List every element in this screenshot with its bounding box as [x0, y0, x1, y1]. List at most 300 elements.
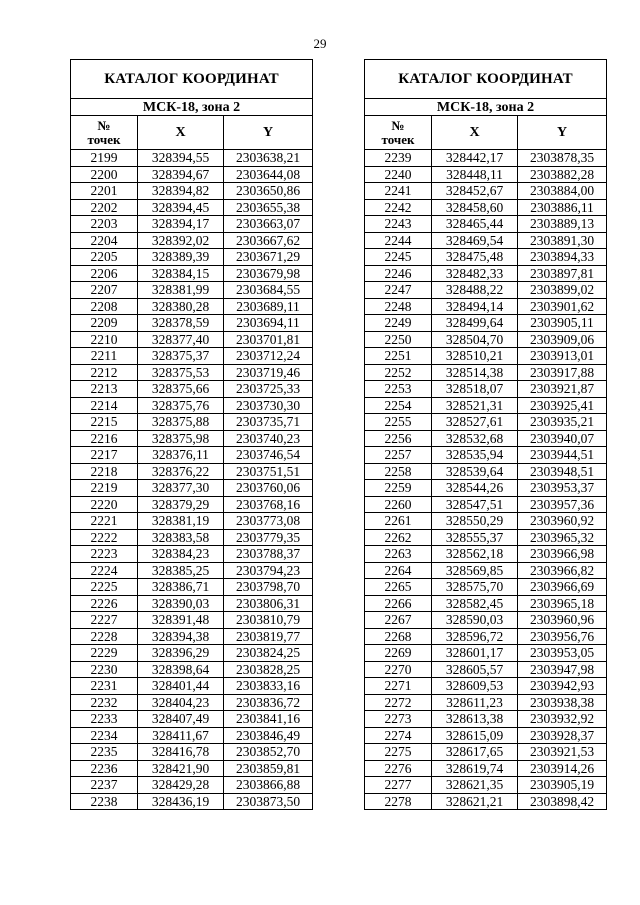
table-row	[71, 595, 313, 612]
point-number-cell: 2219	[71, 480, 138, 497]
point-number-cell: 2268	[365, 628, 432, 645]
y-coordinate-cell: 2303909,06	[518, 331, 607, 348]
point-number-cell: 2255	[365, 414, 432, 431]
table-row	[71, 777, 313, 794]
x-coordinate-cell: 328590,03	[432, 612, 518, 629]
x-coordinate-cell: 328582,45	[432, 595, 518, 612]
y-coordinate-cell: 2303873,50	[224, 793, 313, 810]
table-row	[365, 711, 607, 728]
table-row	[71, 183, 313, 200]
catalog-body-right	[365, 150, 607, 810]
y-coordinate-cell: 2303960,92	[518, 513, 607, 530]
y-coordinate-cell: 2303921,87	[518, 381, 607, 398]
y-coordinate-cell: 2303905,19	[518, 777, 607, 794]
table-row	[365, 364, 607, 381]
y-coordinate-cell: 2303644,08	[224, 166, 313, 183]
point-number-cell: 2262	[365, 529, 432, 546]
table-row	[71, 414, 313, 431]
table-row	[71, 348, 313, 365]
point-number-cell: 2274	[365, 727, 432, 744]
table-row	[71, 496, 313, 513]
table-row	[365, 595, 607, 612]
x-coordinate-cell: 328421,90	[138, 760, 224, 777]
y-coordinate-cell: 2303650,86	[224, 183, 313, 200]
point-number-cell: 2277	[365, 777, 432, 794]
table-row	[365, 645, 607, 662]
table-row	[365, 562, 607, 579]
table-row	[71, 529, 313, 546]
table-row	[365, 397, 607, 414]
y-coordinate-cell: 2303932,92	[518, 711, 607, 728]
table-row	[71, 381, 313, 398]
table-row	[365, 694, 607, 711]
y-coordinate-cell: 2303928,37	[518, 727, 607, 744]
table-row	[71, 265, 313, 282]
y-coordinate-cell: 2303965,32	[518, 529, 607, 546]
coordinate-catalog-right	[364, 59, 607, 810]
point-number-cell: 2234	[71, 727, 138, 744]
y-coordinate-cell: 2303905,11	[518, 315, 607, 332]
x-coordinate-cell: 328391,48	[138, 612, 224, 629]
y-coordinate-cell: 2303921,53	[518, 744, 607, 761]
x-coordinate-cell: 328396,29	[138, 645, 224, 662]
table-row	[365, 414, 607, 431]
y-coordinate-cell: 2303684,55	[224, 282, 313, 299]
point-number-cell: 2230	[71, 661, 138, 678]
point-number-cell: 2199	[71, 150, 138, 167]
table-row	[365, 496, 607, 513]
y-coordinate-cell: 2303901,62	[518, 298, 607, 315]
x-coordinate-cell: 328611,23	[432, 694, 518, 711]
table-row	[365, 513, 607, 530]
y-coordinate-cell: 2303886,11	[518, 199, 607, 216]
point-number-cell: 2221	[71, 513, 138, 530]
point-number-cell: 2265	[365, 579, 432, 596]
x-coordinate-cell: 328601,17	[432, 645, 518, 662]
x-coordinate-cell: 328398,64	[138, 661, 224, 678]
y-coordinate-cell: 2303914,26	[518, 760, 607, 777]
point-number-cell: 2258	[365, 463, 432, 480]
y-coordinate-cell: 2303667,62	[224, 232, 313, 249]
point-number-cell: 2206	[71, 265, 138, 282]
y-coordinate-cell: 2303878,35	[518, 150, 607, 167]
catalog-title: КАТАЛОГ КООРДИНАТ	[71, 60, 313, 99]
y-coordinate-cell: 2303655,38	[224, 199, 313, 216]
point-number-cell: 2259	[365, 480, 432, 497]
x-coordinate-cell: 328615,09	[432, 727, 518, 744]
y-coordinate-cell: 2303852,70	[224, 744, 313, 761]
table-row	[71, 298, 313, 315]
table-row	[365, 381, 607, 398]
table-row	[71, 628, 313, 645]
x-coordinate-cell: 328547,51	[432, 496, 518, 513]
table-row	[365, 232, 607, 249]
table-row	[71, 150, 313, 167]
point-number-cell: 2217	[71, 447, 138, 464]
table-row	[71, 232, 313, 249]
x-coordinate-cell: 328375,88	[138, 414, 224, 431]
point-number-cell: 2227	[71, 612, 138, 629]
column-header-points: точек	[381, 131, 415, 147]
x-coordinate-cell: 328401,44	[138, 678, 224, 695]
x-coordinate-cell: 328376,11	[138, 447, 224, 464]
table-row	[71, 249, 313, 266]
coordinate-system-label: МСК-18, зона 2	[365, 99, 607, 116]
y-coordinate-cell: 2303828,25	[224, 661, 313, 678]
point-number-cell: 2204	[71, 232, 138, 249]
coordinate-catalog-left	[70, 59, 313, 810]
table-row	[365, 793, 607, 810]
y-coordinate-cell: 2303779,35	[224, 529, 313, 546]
y-coordinate-cell: 2303938,38	[518, 694, 607, 711]
x-coordinate-cell: 328510,21	[432, 348, 518, 365]
y-coordinate-cell: 2303841,16	[224, 711, 313, 728]
table-row	[365, 348, 607, 365]
table-row	[71, 480, 313, 497]
point-number-cell: 2225	[71, 579, 138, 596]
table-row	[71, 793, 313, 810]
table-row	[365, 183, 607, 200]
point-number-cell: 2200	[71, 166, 138, 183]
y-coordinate-cell: 2303859,81	[224, 760, 313, 777]
x-coordinate-cell: 328448,11	[432, 166, 518, 183]
y-coordinate-cell: 2303746,54	[224, 447, 313, 464]
point-number-cell: 2249	[365, 315, 432, 332]
table-row	[365, 480, 607, 497]
x-coordinate-cell: 328521,31	[432, 397, 518, 414]
table-row	[365, 331, 607, 348]
x-coordinate-cell: 328482,33	[432, 265, 518, 282]
point-number-cell: 2238	[71, 793, 138, 810]
y-coordinate-cell: 2303965,18	[518, 595, 607, 612]
point-number-cell: 2223	[71, 546, 138, 563]
point-number-cell: 2243	[365, 216, 432, 233]
point-number-cell: 2267	[365, 612, 432, 629]
column-header-x: X	[432, 116, 518, 150]
y-coordinate-cell: 2303712,24	[224, 348, 313, 365]
y-coordinate-cell: 2303689,11	[224, 298, 313, 315]
point-number-cell: 2208	[71, 298, 138, 315]
table-row	[365, 678, 607, 695]
y-coordinate-cell: 2303884,00	[518, 183, 607, 200]
x-coordinate-cell: 328619,74	[432, 760, 518, 777]
y-coordinate-cell: 2303898,42	[518, 793, 607, 810]
x-coordinate-cell: 328375,53	[138, 364, 224, 381]
page-number: 29	[313, 36, 327, 51]
table-row	[71, 711, 313, 728]
x-coordinate-cell: 328375,98	[138, 430, 224, 447]
y-coordinate-cell: 2303897,81	[518, 265, 607, 282]
y-coordinate-cell: 2303671,29	[224, 249, 313, 266]
x-coordinate-cell: 328475,48	[432, 249, 518, 266]
point-number-cell: 2247	[365, 282, 432, 299]
y-coordinate-cell: 2303701,81	[224, 331, 313, 348]
y-coordinate-cell: 2303638,21	[224, 150, 313, 167]
y-coordinate-cell: 2303824,25	[224, 645, 313, 662]
x-coordinate-cell: 328562,18	[432, 546, 518, 563]
x-coordinate-cell: 328569,85	[432, 562, 518, 579]
y-coordinate-cell: 2303719,46	[224, 364, 313, 381]
point-number-cell: 2261	[365, 513, 432, 530]
column-header-point-number	[71, 116, 138, 150]
x-coordinate-cell: 328550,29	[432, 513, 518, 530]
x-coordinate-cell: 328394,38	[138, 628, 224, 645]
y-coordinate-cell: 2303953,37	[518, 480, 607, 497]
y-coordinate-cell: 2303773,08	[224, 513, 313, 530]
x-coordinate-cell: 328411,67	[138, 727, 224, 744]
x-coordinate-cell: 328452,67	[432, 183, 518, 200]
point-number-cell: 2251	[365, 348, 432, 365]
y-coordinate-cell: 2303966,69	[518, 579, 607, 596]
table-row	[71, 678, 313, 695]
y-coordinate-cell: 2303953,05	[518, 645, 607, 662]
table-row	[71, 645, 313, 662]
column-header-y: Y	[518, 116, 607, 150]
x-coordinate-cell: 328404,23	[138, 694, 224, 711]
table-row	[365, 430, 607, 447]
y-coordinate-cell: 2303679,98	[224, 265, 313, 282]
table-row	[365, 298, 607, 315]
table-row	[71, 694, 313, 711]
x-coordinate-cell: 328442,17	[432, 150, 518, 167]
y-coordinate-cell: 2303966,98	[518, 546, 607, 563]
y-coordinate-cell: 2303925,41	[518, 397, 607, 414]
point-number-cell: 2229	[71, 645, 138, 662]
point-number-cell: 2252	[365, 364, 432, 381]
point-number-cell: 2228	[71, 628, 138, 645]
point-number-cell: 2237	[71, 777, 138, 794]
x-coordinate-cell: 328378,59	[138, 315, 224, 332]
x-coordinate-cell: 328386,71	[138, 579, 224, 596]
y-coordinate-cell: 2303663,07	[224, 216, 313, 233]
y-coordinate-cell: 2303899,02	[518, 282, 607, 299]
point-number-cell: 2260	[365, 496, 432, 513]
catalog-body-left	[71, 150, 313, 810]
point-number-cell: 2239	[365, 150, 432, 167]
x-coordinate-cell: 328621,35	[432, 777, 518, 794]
x-coordinate-cell: 328527,61	[432, 414, 518, 431]
point-number-cell: 2245	[365, 249, 432, 266]
x-coordinate-cell: 328605,57	[432, 661, 518, 678]
x-coordinate-cell: 328375,37	[138, 348, 224, 365]
y-coordinate-cell: 2303966,82	[518, 562, 607, 579]
table-row	[71, 216, 313, 233]
table-row	[365, 777, 607, 794]
table-row	[365, 546, 607, 563]
x-coordinate-cell: 328458,60	[432, 199, 518, 216]
y-coordinate-cell: 2303806,31	[224, 595, 313, 612]
x-coordinate-cell: 328532,68	[432, 430, 518, 447]
table-row	[365, 463, 607, 480]
table-row	[71, 727, 313, 744]
table-row	[71, 397, 313, 414]
table-row	[71, 331, 313, 348]
x-coordinate-cell: 328381,19	[138, 513, 224, 530]
y-coordinate-cell: 2303833,16	[224, 678, 313, 695]
x-coordinate-cell: 328499,64	[432, 315, 518, 332]
x-coordinate-cell: 328377,30	[138, 480, 224, 497]
column-header-num-sign: №	[97, 117, 111, 133]
table-row	[365, 628, 607, 645]
point-number-cell: 2264	[365, 562, 432, 579]
x-coordinate-cell: 328469,54	[432, 232, 518, 249]
table-row	[71, 166, 313, 183]
point-number-cell: 2257	[365, 447, 432, 464]
x-coordinate-cell: 328407,49	[138, 711, 224, 728]
point-number-cell: 2214	[71, 397, 138, 414]
point-number-cell: 2248	[365, 298, 432, 315]
table-row	[71, 430, 313, 447]
point-number-cell: 2275	[365, 744, 432, 761]
x-coordinate-cell: 328617,65	[432, 744, 518, 761]
x-coordinate-cell: 328575,70	[432, 579, 518, 596]
x-coordinate-cell: 328621,21	[432, 793, 518, 810]
y-coordinate-cell: 2303957,36	[518, 496, 607, 513]
point-number-cell: 2209	[71, 315, 138, 332]
table-row	[71, 562, 313, 579]
x-coordinate-cell: 328555,37	[432, 529, 518, 546]
point-number-cell: 2235	[71, 744, 138, 761]
point-number-cell: 2266	[365, 595, 432, 612]
x-coordinate-cell: 328385,25	[138, 562, 224, 579]
x-coordinate-cell: 328488,22	[432, 282, 518, 299]
y-coordinate-cell: 2303846,49	[224, 727, 313, 744]
point-number-cell: 2226	[71, 595, 138, 612]
table-row	[365, 529, 607, 546]
y-coordinate-cell: 2303940,07	[518, 430, 607, 447]
y-coordinate-cell: 2303891,30	[518, 232, 607, 249]
table-row	[365, 661, 607, 678]
x-coordinate-cell: 328384,23	[138, 546, 224, 563]
point-number-cell: 2246	[365, 265, 432, 282]
point-number-cell: 2250	[365, 331, 432, 348]
point-number-cell: 2231	[71, 678, 138, 695]
point-number-cell: 2232	[71, 694, 138, 711]
y-coordinate-cell: 2303956,76	[518, 628, 607, 645]
x-coordinate-cell: 328429,28	[138, 777, 224, 794]
point-number-cell: 2220	[71, 496, 138, 513]
x-coordinate-cell: 328394,17	[138, 216, 224, 233]
point-number-cell: 2269	[365, 645, 432, 662]
table-row	[71, 463, 313, 480]
y-coordinate-cell: 2303819,77	[224, 628, 313, 645]
x-coordinate-cell: 328380,28	[138, 298, 224, 315]
point-number-cell: 2212	[71, 364, 138, 381]
y-coordinate-cell: 2303882,28	[518, 166, 607, 183]
table-row	[71, 282, 313, 299]
x-coordinate-cell: 328392,02	[138, 232, 224, 249]
point-number-cell: 2273	[365, 711, 432, 728]
x-coordinate-cell: 328544,26	[432, 480, 518, 497]
x-coordinate-cell: 328394,67	[138, 166, 224, 183]
table-row	[365, 727, 607, 744]
x-coordinate-cell: 328465,44	[432, 216, 518, 233]
point-number-cell: 2271	[365, 678, 432, 695]
point-number-cell: 2254	[365, 397, 432, 414]
point-number-cell: 2241	[365, 183, 432, 200]
table-row	[71, 447, 313, 464]
x-coordinate-cell: 328375,66	[138, 381, 224, 398]
y-coordinate-cell: 2303735,71	[224, 414, 313, 431]
table-row	[365, 579, 607, 596]
x-coordinate-cell: 328613,38	[432, 711, 518, 728]
x-coordinate-cell: 328596,72	[432, 628, 518, 645]
x-coordinate-cell: 328504,70	[432, 331, 518, 348]
x-coordinate-cell: 328389,39	[138, 249, 224, 266]
point-number-cell: 2270	[365, 661, 432, 678]
y-coordinate-cell: 2303942,93	[518, 678, 607, 695]
point-number-cell: 2256	[365, 430, 432, 447]
y-coordinate-cell: 2303810,79	[224, 612, 313, 629]
y-coordinate-cell: 2303788,37	[224, 546, 313, 563]
table-row	[365, 612, 607, 629]
point-number-cell: 2215	[71, 414, 138, 431]
x-coordinate-cell: 328375,76	[138, 397, 224, 414]
y-coordinate-cell: 2303894,33	[518, 249, 607, 266]
y-coordinate-cell: 2303740,23	[224, 430, 313, 447]
point-number-cell: 2242	[365, 199, 432, 216]
table-row	[71, 612, 313, 629]
point-number-cell: 2201	[71, 183, 138, 200]
table-row	[71, 546, 313, 563]
x-coordinate-cell: 328383,58	[138, 529, 224, 546]
x-coordinate-cell: 328539,64	[432, 463, 518, 480]
y-coordinate-cell: 2303913,01	[518, 348, 607, 365]
coordinate-system-label: МСК-18, зона 2	[71, 99, 313, 116]
table-row	[71, 661, 313, 678]
table-row	[365, 166, 607, 183]
catalog-title: КАТАЛОГ КООРДИНАТ	[365, 60, 607, 99]
table-row	[71, 579, 313, 596]
y-coordinate-cell: 2303768,16	[224, 496, 313, 513]
point-number-cell: 2211	[71, 348, 138, 365]
point-number-cell: 2218	[71, 463, 138, 480]
y-coordinate-cell: 2303935,21	[518, 414, 607, 431]
x-coordinate-cell: 328381,99	[138, 282, 224, 299]
point-number-cell: 2203	[71, 216, 138, 233]
x-coordinate-cell: 328384,15	[138, 265, 224, 282]
point-number-cell: 2213	[71, 381, 138, 398]
table-row	[365, 315, 607, 332]
point-number-cell: 2207	[71, 282, 138, 299]
x-coordinate-cell: 328514,38	[432, 364, 518, 381]
point-number-cell: 2202	[71, 199, 138, 216]
point-number-cell: 2205	[71, 249, 138, 266]
point-number-cell: 2233	[71, 711, 138, 728]
y-coordinate-cell: 2303730,30	[224, 397, 313, 414]
column-header-num-sign: №	[391, 117, 405, 133]
x-coordinate-cell: 328394,82	[138, 183, 224, 200]
table-row	[71, 315, 313, 332]
x-coordinate-cell: 328436,19	[138, 793, 224, 810]
y-coordinate-cell: 2303866,88	[224, 777, 313, 794]
x-coordinate-cell: 328379,29	[138, 496, 224, 513]
table-row	[365, 265, 607, 282]
x-coordinate-cell: 328377,40	[138, 331, 224, 348]
table-row	[365, 249, 607, 266]
column-header-points: точек	[87, 131, 121, 147]
table-row	[71, 513, 313, 530]
x-coordinate-cell: 328609,53	[432, 678, 518, 695]
point-number-cell: 2222	[71, 529, 138, 546]
column-header-point-number	[365, 116, 432, 150]
point-number-cell: 2224	[71, 562, 138, 579]
y-coordinate-cell: 2303917,88	[518, 364, 607, 381]
x-coordinate-cell: 328390,03	[138, 595, 224, 612]
y-coordinate-cell: 2303798,70	[224, 579, 313, 596]
point-number-cell: 2236	[71, 760, 138, 777]
table-row	[71, 760, 313, 777]
